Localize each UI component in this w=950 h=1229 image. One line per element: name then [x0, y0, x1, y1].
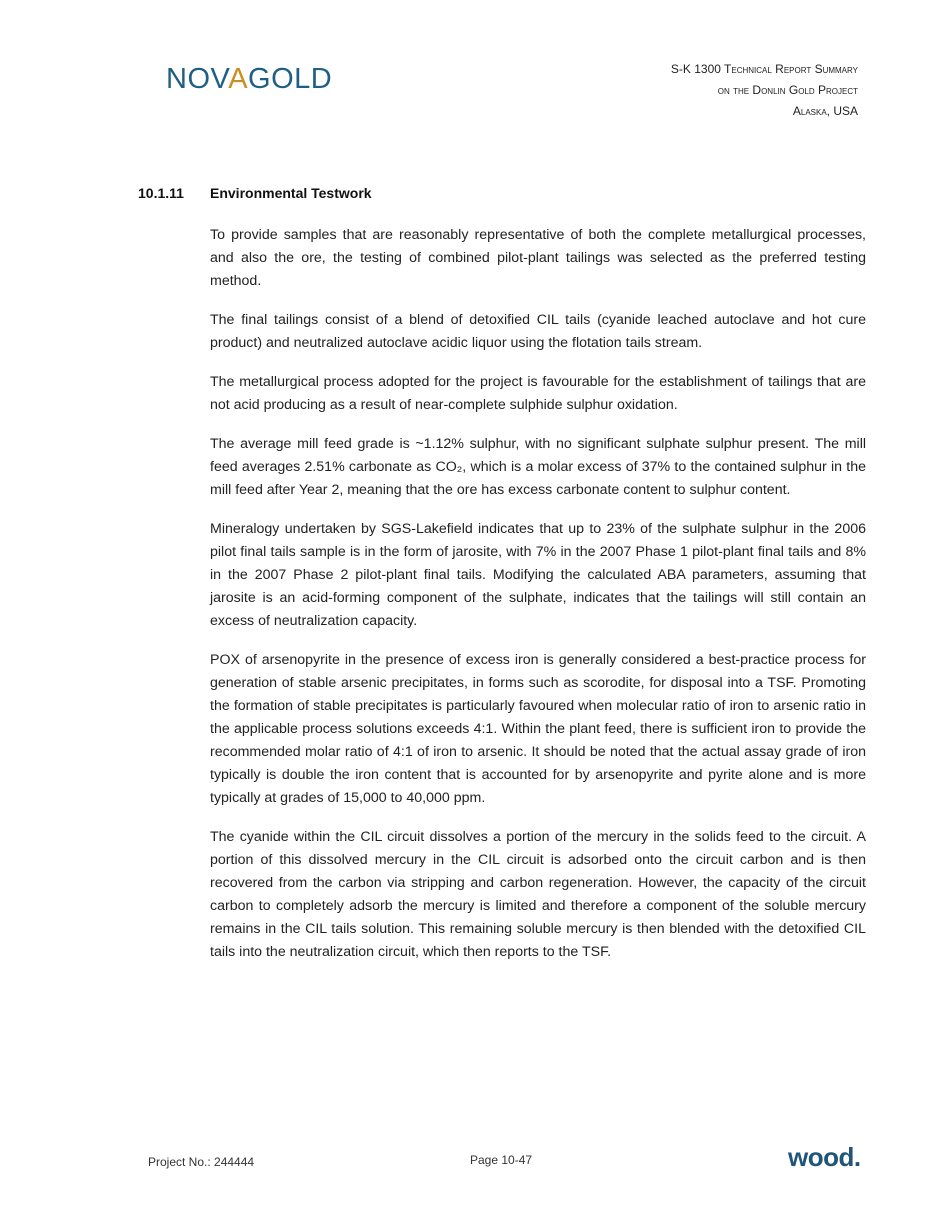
logo-text-pre: NOV [166, 63, 229, 95]
paragraph: The cyanide within the CIL circuit dissolves a portion of the mercury in the solids feed to the circuit. A portion of this dissolved mercury in the CIL circuit is adsorbed onto the circuit carbon and is then recovered from the carbon via stripping and carbon regeneration. However, the capacity of the circuit carbon to completely adsorb the mercury is limited and therefore a component of the soluble mercury remains in the CIL tails solution. This remaining soluble mercury is then blended with the detoxified CIL tails into the neutralization circuit, which then reports to the TSF. [210, 829, 866, 960]
wood-logo: wood. [788, 1142, 861, 1172]
report-header [671, 59, 858, 122]
report-title-line-1: S-K 1300 Technical Report Summary [670, 62, 858, 76]
section-title: Environmental Testwork [210, 185, 372, 201]
report-title-line-3: Alaska, USA [792, 104, 858, 118]
logo-text-accent: A [228, 63, 249, 95]
paragraph: Mineralogy undertaken by SGS-Lakefield indicates that up to 23% of the sulphate sulphur in the 2006 pilot final tails sample is in the form of jarosite, with 7% in the 2007 Phase 1 pilot-plant final tails and 8% in the 2007 Phase 2 pilot-plant final tails. Modifying the calculated ABA parameters, assuming that jarosite is an acid-forming component of the sulphate, indicates that the tailings will still contain an excess of neutralization capacity. [210, 521, 866, 629]
paragraph: To provide samples that are reasonably representative of both the complete metallurgical processes, and also the ore, the testing of combined pilot-plant tailings was selected as the preferred testing method. [210, 227, 866, 289]
novagold-logo [166, 63, 332, 96]
page-number: Page 10-47 [470, 1153, 533, 1167]
paragraph: POX of arsenopyrite in the presence of excess iron is generally considered a best-practice process for generation of stable arsenic precipitates, in forms such as scorodite, for disposal into a TSF. Promoting the formation of stable precipitates is particularly favoured when molecular ratio of iron to arsenic ratio in the applicable process solutions exceeds 4:1. Within the plant feed, there is sufficient iron to provide the recommended molar ratio of 4:1 of iron to arsenic. It should be noted that the actual assay grade of iron typically is double the iron content that is accounted for by arsenopyrite and pyrite alone and is more typically at grades of 15,000 to 40,000 ppm. [210, 652, 866, 806]
paragraph: The metallurgical process adopted for the project is favourable for the establishment of tailings that are not acid producing as a result of near-complete sulphide sulphur oxidation. [210, 374, 866, 413]
paragraph: The final tailings consist of a blend of detoxified CIL tails (cyanide leached autoclave and hot cure product) and neutralized autoclave acidic liquor using the flotation tails stream. [210, 312, 866, 351]
paragraph: The average mill feed grade is ~1.12% sulphur, with no significant sulphate sulphur present. The mill feed averages 2.51% carbonate as CO₂, which is a molar excess of 37% to the contained sulphur in the mill feed after Year 2, meaning that the ore has excess carbonate content to sulphur content. [210, 436, 866, 498]
project-number: Project No.: 244444 [148, 1155, 255, 1169]
section-body [210, 224, 866, 980]
section-number: 10.1.11 [138, 185, 184, 201]
report-title-line-2: on the Donlin Gold Project [717, 83, 858, 97]
logo-text-post: GOLD [248, 63, 333, 95]
